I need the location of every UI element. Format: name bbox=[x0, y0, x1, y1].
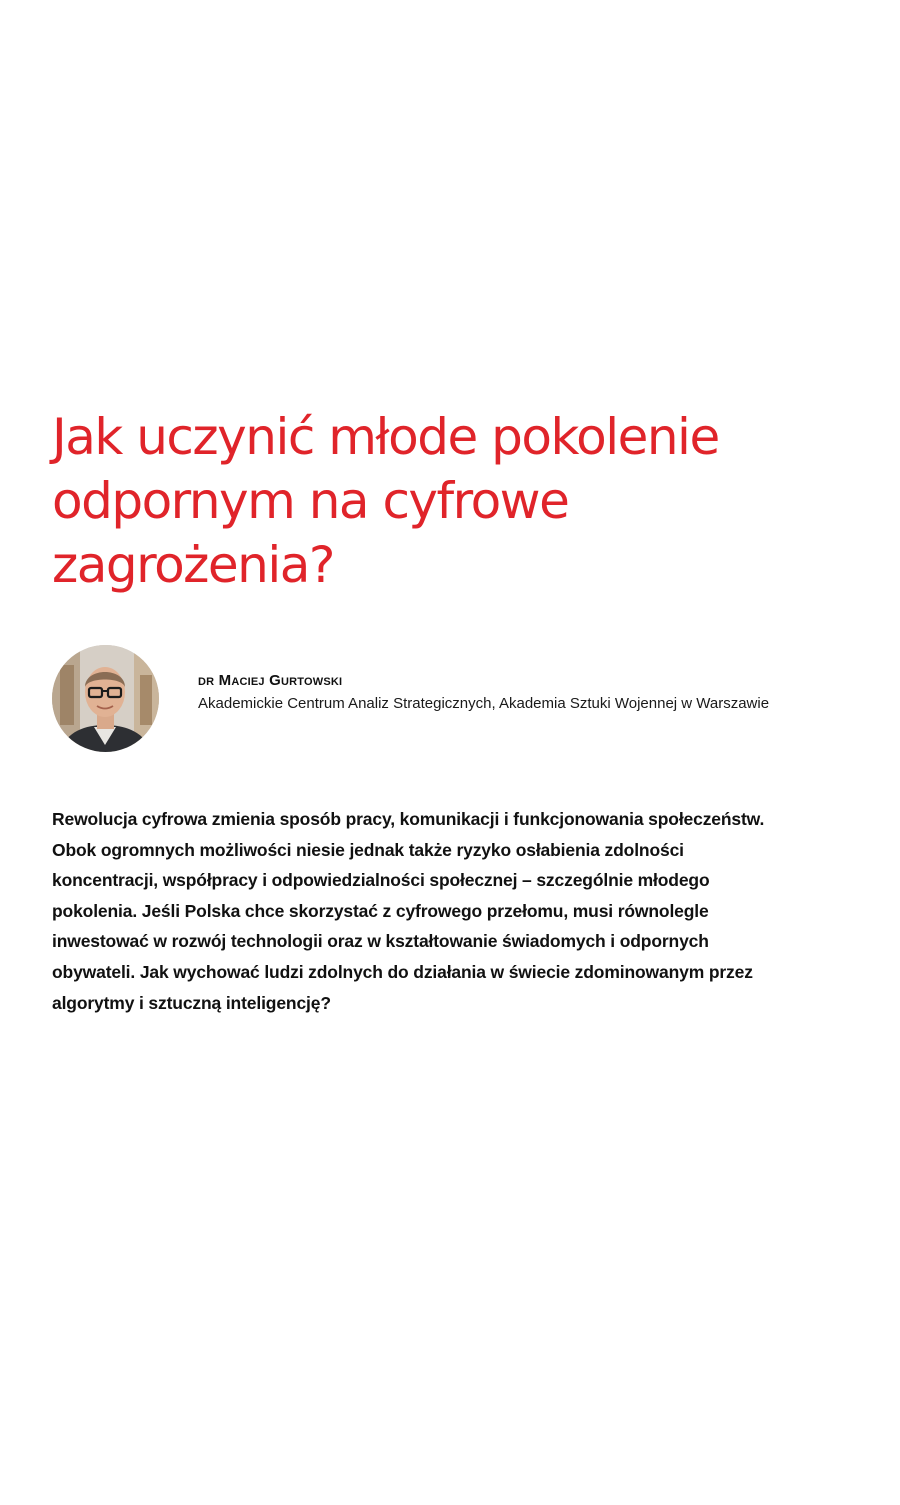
lead-line: obywateli. Jak wychować ludzi zdolnych do działania w świecie zdominowanym przez bbox=[52, 961, 753, 982]
title-line: zagrożenia? bbox=[52, 536, 334, 594]
author-affiliation: Akademickie Centrum Analiz Strategicznych, Akademia Sztuki Wojennej w Warszawie bbox=[198, 695, 770, 712]
lead-paragraph bbox=[52, 804, 857, 1018]
author-block bbox=[52, 645, 852, 753]
title-line: odpornym na cyfrowe bbox=[52, 472, 569, 530]
author-photo bbox=[52, 645, 159, 752]
lead-line: Obok ogromnych możliwości niesie jednak także ryzyko osłabienia zdolności bbox=[52, 839, 684, 860]
lead-line: Rewolucja cyfrowa zmienia sposób pracy, komunikacji i funkcjonowania społeczeństw. bbox=[52, 809, 765, 829]
author-name: dr Maciej Gurtowski bbox=[198, 672, 343, 689]
lead-line: pokolenia. Jeśli Polska chce skorzystać z cyfrowego przełomu, musi równolegle bbox=[52, 900, 709, 921]
lead-line: koncentracji, współpracy i odpowiedzialności społecznej – szczególnie młodego bbox=[52, 870, 710, 891]
article-title bbox=[52, 405, 852, 597]
title-line: Jak uczynić młode pokolenie bbox=[52, 408, 719, 466]
portrait-image bbox=[52, 645, 159, 752]
lead-line: inwestować w rozwój technologii oraz w kształtowanie świadomych i odpornych bbox=[52, 931, 709, 952]
lead-line: algorytmy i sztuczną inteligencję? bbox=[52, 992, 331, 1013]
